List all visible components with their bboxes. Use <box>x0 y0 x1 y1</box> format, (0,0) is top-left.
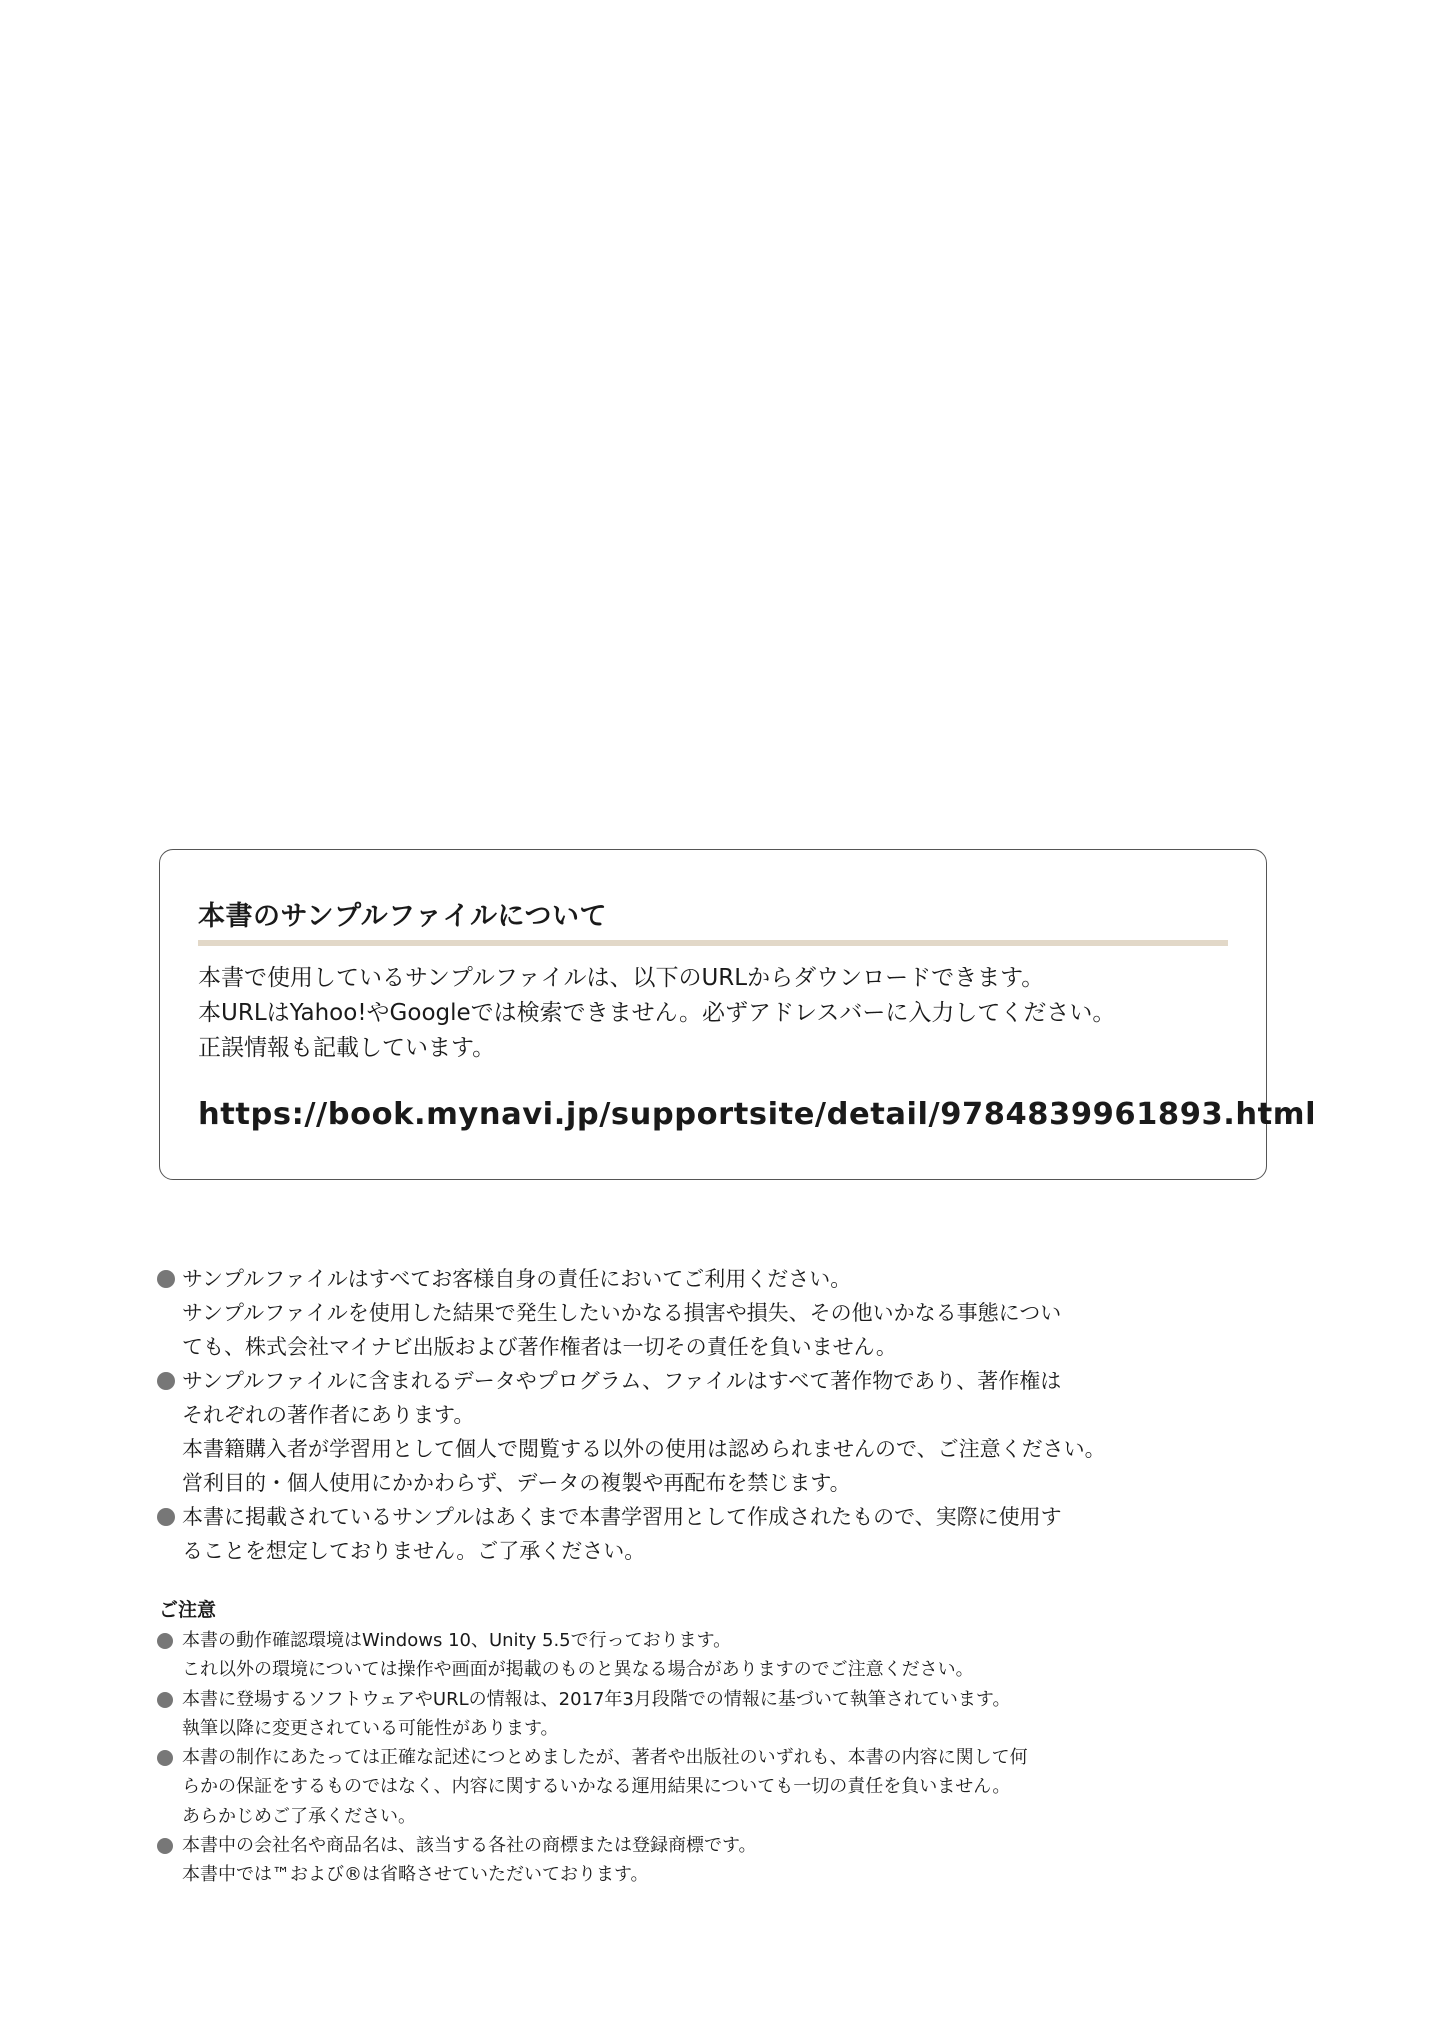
usage-note-line: 本書籍購入者が学習用として個人で閲覧する以外の使用は認められませんので、ご注意ください。 <box>182 1437 1106 1461</box>
caution-line: 本書中では™および®は省略させていただいております。 <box>182 1864 649 1886</box>
usage-notes-list <box>157 1262 1187 1568</box>
bullet-circle-icon <box>157 1270 175 1288</box>
caution-line: 執筆以降に変更されている可能性があります。 <box>182 1717 559 1739</box>
description-line: 正誤情報も記載しています。 <box>198 1035 496 1061</box>
caution-heading: ご注意 <box>159 1599 217 1621</box>
caution-line: 本書の制作にあたっては正確な記述につとめましたが、著者や出版社のいずれも、本書の内容に関して何 <box>182 1747 1028 1769</box>
usage-note <box>157 1262 1187 1364</box>
bullet-circle-icon <box>157 1838 173 1854</box>
caution-line: これ以外の環境については操作や画面が掲載のものと異なる場合がありますのでご注意ください。 <box>182 1659 974 1681</box>
usage-note-line: サンプルファイルはすべてお客様自身の責任においてご利用ください。 <box>182 1267 852 1291</box>
support-site-url: https://book.mynavi.jp/supportsite/detail/9784839961893.html <box>198 1097 1317 1132</box>
bullet-circle-icon <box>157 1633 173 1649</box>
usage-note <box>157 1500 1187 1568</box>
sample-files-box <box>159 849 1317 1180</box>
bullet-circle-icon <box>157 1372 175 1390</box>
sample-files-description <box>198 961 1238 1066</box>
caution-line: 本書に登場するソフトウェアやURLの情報は、2017年3月段階での情報に基づいて執筆されています。 <box>182 1688 1011 1710</box>
usage-note-line: サンプルファイルに含まれるデータやプログラム、ファイルはすべて著作物であり、著作権は <box>182 1369 1062 1393</box>
usage-note-line: 本書に掲載されているサンプルはあくまで本書学習用として作成されたもので、実際に使用す <box>182 1505 1062 1529</box>
caution-item <box>157 1743 1197 1831</box>
description-line: 本書で使用しているサンプルファイルは、以下のURLからダウンロードできます。 <box>198 965 1045 991</box>
usage-note-line: サンプルファイルを使用した結果で発生したいかなる損害や損失、その他いかなる事態につい <box>182 1301 1062 1325</box>
bullet-circle-icon <box>157 1508 175 1526</box>
caution-line: 本書の動作確認環境はWindows 10、Unity 5.5で行っております。 <box>182 1630 732 1651</box>
usage-note-line: 営利目的・個人使用にかかわらず、データの複製や再配布を禁じます。 <box>182 1471 851 1495</box>
caution-line: らかの保証をするものではなく、内容に関するいかなる運用結果についても一切の責任を負いません。 <box>182 1776 1011 1798</box>
description-line: 本URLはYahoo!やGoogleでは検索できません。必ずアドレスバーに入力してください。 <box>198 1000 1116 1026</box>
caution-item <box>157 1685 1197 1744</box>
caution-list <box>157 1626 1197 1890</box>
caution-item <box>157 1831 1197 1890</box>
usage-note-line: ても、株式会社マイナビ出版および著作権者は一切その責任を負いません。 <box>182 1335 897 1359</box>
usage-note-line: ることを想定しておりません。ご了承ください。 <box>182 1539 646 1563</box>
bullet-circle-icon <box>157 1692 173 1708</box>
title-underline <box>198 940 1228 946</box>
usage-note-line: それぞれの著作者にあります。 <box>182 1403 475 1427</box>
caution-line: あらかじめご了承ください。 <box>182 1805 416 1827</box>
usage-note <box>157 1364 1187 1500</box>
caution-item <box>157 1626 1197 1685</box>
sample-files-title: 本書のサンプルファイルについて <box>198 901 607 932</box>
caution-line: 本書中の会社名や商品名は、該当する各社の商標または登録商標です。 <box>182 1835 757 1857</box>
bullet-circle-icon <box>157 1750 173 1766</box>
